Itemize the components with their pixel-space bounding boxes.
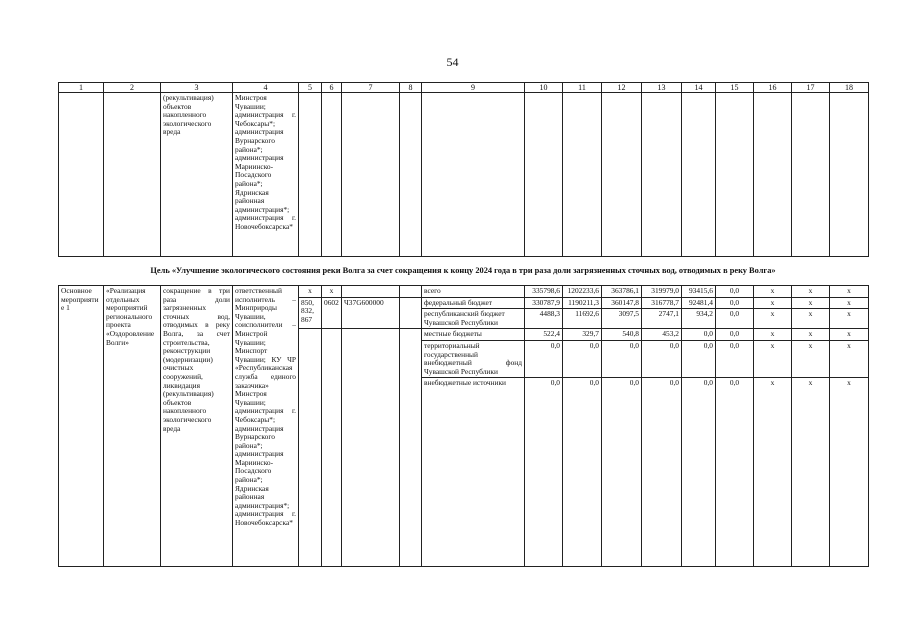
header-cell: 1 bbox=[59, 83, 104, 93]
page-number: 54 bbox=[446, 55, 459, 69]
header-cell: 3 bbox=[161, 83, 233, 93]
value-cell: 360147,8 bbox=[602, 297, 642, 309]
value-cell: 0,0 bbox=[682, 340, 716, 377]
header-cell: 4 bbox=[233, 83, 299, 93]
code-cell bbox=[400, 286, 422, 298]
value-cell: x bbox=[792, 297, 830, 309]
value-cell: x bbox=[830, 378, 869, 567]
code-cell bbox=[400, 297, 422, 329]
value-cell: 0,0 bbox=[716, 297, 754, 309]
value-cell: x bbox=[754, 309, 792, 329]
header-cell: 11 bbox=[563, 83, 602, 93]
code-cell: Ч37G600000 bbox=[342, 297, 400, 329]
source-cell: местные бюджеты bbox=[422, 329, 525, 341]
header-cell: 8 bbox=[400, 83, 422, 93]
value-cell: x bbox=[754, 286, 792, 298]
header-cell: 15 bbox=[716, 83, 754, 93]
value-cell: 0,0 bbox=[716, 340, 754, 377]
goal-heading: Цель «Улучшение экологического состояния реки Волга за счет сокращения к концу 2024 года в три раза доли загрязненных сточных вод, отводимых в реку Волга» bbox=[150, 266, 776, 275]
value-cell: 0,0 bbox=[602, 378, 642, 567]
value-cell: 0,0 bbox=[716, 286, 754, 298]
cell bbox=[754, 93, 792, 257]
event-executors-cell: ответственный исполнитель – Минприроды Чувашии, соисполнители – Минстрой Чувашии; Минспорт Чувашии; КУ ЧР «Республиканская служба единого заказчика» Минстроя Чувашии; администрация г. Чебоксары*; администрация Вурнарского района*; администрация Мариинско-Посадского района*; Ядринская районная администрация*; администрация г. Новочебоксарска* bbox=[233, 286, 299, 567]
header-row bbox=[59, 83, 869, 93]
value-cell: x bbox=[830, 297, 869, 309]
value-cell: 0,0 bbox=[716, 329, 754, 341]
header-cell: 2 bbox=[104, 83, 161, 93]
cell bbox=[322, 93, 342, 257]
header-cell: 14 bbox=[682, 83, 716, 93]
cell bbox=[682, 93, 716, 257]
value-cell: 316778,7 bbox=[642, 297, 682, 309]
value-cell: 0,0 bbox=[563, 340, 602, 377]
value-cell: 319979,0 bbox=[642, 286, 682, 298]
value-cell: x bbox=[754, 329, 792, 341]
value-cell: x bbox=[754, 378, 792, 567]
value-cell: 92481,4 bbox=[682, 297, 716, 309]
value-cell: x bbox=[830, 329, 869, 341]
cell bbox=[59, 93, 104, 257]
value-cell: 0,0 bbox=[563, 378, 602, 567]
event-purpose-cell: сокращение в три раза доли загрязненных сточных вод, отводимых в реку Волга, за счет строительства, реконструкции (модернизации) очистных сооружений, ликвидация (рекультивация) объектов накопленного экологического вреда bbox=[161, 286, 233, 567]
event-name-cell: «Реализация отдельных мероприятий регионального проекта «Оздоровление Волги» bbox=[104, 286, 161, 567]
cell bbox=[602, 93, 642, 257]
code-cell: 850, 832, 867 bbox=[299, 297, 322, 329]
cell bbox=[525, 93, 563, 257]
value-cell: 1190211,3 bbox=[563, 297, 602, 309]
value-cell: 0,0 bbox=[682, 378, 716, 567]
value-cell: x bbox=[754, 297, 792, 309]
value-cell: 4488,3 bbox=[525, 309, 563, 329]
value-cell: x bbox=[830, 309, 869, 329]
header-cell: 6 bbox=[322, 83, 342, 93]
value-cell: 0,0 bbox=[602, 340, 642, 377]
code-cell: x bbox=[299, 286, 322, 298]
value-cell: 0,0 bbox=[716, 309, 754, 329]
value-cell: 2747,1 bbox=[642, 309, 682, 329]
header-cell: 7 bbox=[342, 83, 400, 93]
header-cell: 12 bbox=[602, 83, 642, 93]
cont-executors-cell: Минстроя Чувашии; администрация г. Чебоксары*; администрация Вурнарского района*; администрация Мариинско-Посадского района*; Ядринская районная администрация*; администрация г. Новочебоксарска* bbox=[233, 93, 299, 257]
cont-purpose-cell: (рекультивация) объектов накопленного экологического вреда bbox=[161, 93, 233, 257]
cell bbox=[104, 93, 161, 257]
value-cell: 363786,1 bbox=[602, 286, 642, 298]
value-cell: 329,7 bbox=[563, 329, 602, 341]
code-cell bbox=[400, 329, 422, 567]
source-cell: территориальный государственный внебюджетный фонд Чувашской Республики bbox=[422, 340, 525, 377]
continuation-row bbox=[59, 93, 869, 257]
cell bbox=[422, 93, 525, 257]
value-cell: 1202233,6 bbox=[563, 286, 602, 298]
value-cell: 0,0 bbox=[525, 340, 563, 377]
cell bbox=[830, 93, 869, 257]
value-cell: x bbox=[792, 378, 830, 567]
cell bbox=[342, 93, 400, 257]
value-cell: 0,0 bbox=[642, 378, 682, 567]
value-cell: x bbox=[754, 340, 792, 377]
value-cell: 0,0 bbox=[525, 378, 563, 567]
value-cell: 3097,5 bbox=[602, 309, 642, 329]
value-cell: 522,4 bbox=[525, 329, 563, 341]
event-title-cell: Основное мероприятие 1 bbox=[59, 286, 104, 567]
value-cell: 0,0 bbox=[682, 329, 716, 341]
value-cell: 934,2 bbox=[682, 309, 716, 329]
source-cell: всего bbox=[422, 286, 525, 298]
value-cell: 330787,9 bbox=[525, 297, 563, 309]
header-cell: 10 bbox=[525, 83, 563, 93]
value-cell: x bbox=[792, 340, 830, 377]
code-cell bbox=[342, 286, 400, 298]
code-cell: 0602 bbox=[322, 297, 342, 329]
value-cell: 11692,6 bbox=[563, 309, 602, 329]
cell bbox=[792, 93, 830, 257]
code-cell bbox=[299, 329, 322, 567]
value-cell: 93415,6 bbox=[682, 286, 716, 298]
value-cell: 453,2 bbox=[642, 329, 682, 341]
cell bbox=[716, 93, 754, 257]
header-cell: 17 bbox=[792, 83, 830, 93]
event-table bbox=[58, 285, 869, 567]
value-cell: 540,8 bbox=[602, 329, 642, 341]
cell bbox=[299, 93, 322, 257]
code-cell bbox=[322, 329, 342, 567]
value-cell: 335798,6 bbox=[525, 286, 563, 298]
value-cell: 0,0 bbox=[716, 378, 754, 567]
header-cell: 13 bbox=[642, 83, 682, 93]
code-cell bbox=[342, 329, 400, 567]
continuation-table bbox=[58, 82, 869, 257]
value-cell: x bbox=[792, 309, 830, 329]
cell bbox=[400, 93, 422, 257]
header-cell: 18 bbox=[830, 83, 869, 93]
header-cell: 5 bbox=[299, 83, 322, 93]
value-cell: x bbox=[830, 340, 869, 377]
source-cell: федеральный бюджет bbox=[422, 297, 525, 309]
header-cell: 16 bbox=[754, 83, 792, 93]
code-cell: x bbox=[322, 286, 342, 298]
source-cell: республиканский бюджет Чувашской Республики bbox=[422, 309, 525, 329]
table-row bbox=[59, 286, 869, 298]
value-cell: x bbox=[792, 329, 830, 341]
cell bbox=[563, 93, 602, 257]
value-cell: x bbox=[830, 286, 869, 298]
cell bbox=[642, 93, 682, 257]
source-cell: внебюджетные источники bbox=[422, 378, 525, 567]
header-cell: 9 bbox=[422, 83, 525, 93]
value-cell: 0,0 bbox=[642, 340, 682, 377]
value-cell: x bbox=[792, 286, 830, 298]
